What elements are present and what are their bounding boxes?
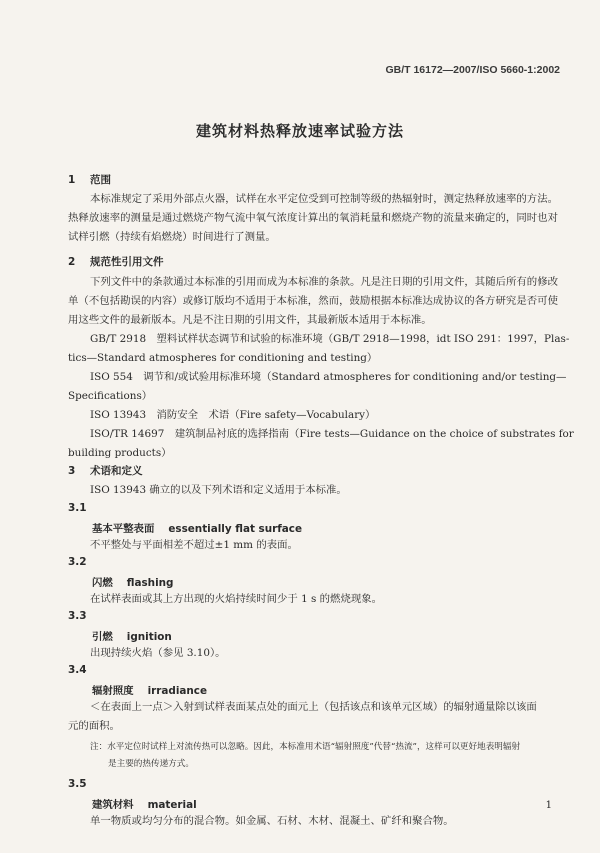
term-cn: 建筑材料 [92,799,134,811]
term-cn: 基本平整表面 [92,523,155,535]
document-title: 建筑材料热释放速率试验方法 [195,122,404,140]
section-2-intro: 下列文件中的条款通过本标准的引用而成为本标准的条款。凡是注日期的引用文件，其随后所有的修改单（不包括勘误的内容）或修订版均不适用于本标准，然而，鼓励根据本标准达成协议的各方研究是否可使用这些文件的最新版本。凡是不注日期的引用文件，其最新版本适用于本标准。 [68,276,558,326]
ref-line: Specifications） [68,390,153,402]
term-cn: 引燃 [92,631,113,643]
term-en: flashing [126,577,174,589]
term-note: 注：水平定位时试样上对流传热可以忽略。因此，本标准用术语“辐射照度”代替“热流”，这样可以更好地表明辐射 [90,742,521,752]
page-number: 1 [545,800,552,811]
ref-line: GB/T 2918 塑料试样状态调节和试验的标准环境（GB/T 2918—1998，idt ISO 291：1997，Plas- [90,333,570,345]
section-title: 范围 [90,174,111,186]
term-cn: 闪燃 [92,577,113,589]
term-definition: 出现持续火焰（参见 3.10）。 [90,647,226,659]
section-number: 1 [68,174,76,186]
term-number: 3.5 [68,778,87,790]
section-2-heading [68,254,164,269]
term-en: material [147,799,197,811]
term-definition: 在试样表面或其上方出现的火焰持续时间少于 1 s 的燃烧现象。 [90,593,383,605]
ref-line: ISO/TR 14697 建筑制品衬底的选择指南（Fire tests—Guidance on the choice of substrates for [90,428,574,440]
term-number: 3.4 [68,664,87,676]
term-en: ignition [126,631,172,643]
section-1-text: 本标准规定了采用外部点火器，试样在水平定位受到可控制等级的热辐射时，测定热释放速率的方法。热释放速率的测量是通过燃烧产物气流中氧气浓度计算出的氧消耗量和燃烧产物的流量来确定的，同时也对试样引燃（持续有焰燃烧）时间进行了测量。 [68,193,558,243]
ref-line: ISO 554 调节和/或试验用标准环境（Standard atmospheres for conditioning and/or testing— [90,371,567,383]
term-definition: 不平整处与平面相差不超过±1 mm 的表面。 [90,539,298,551]
ref-line: building products） [68,447,172,459]
section-title: 规范性引用文件 [90,256,164,268]
term-definition: 元的面积。 [68,720,120,732]
term-heading [92,520,302,535]
term-definition: 单一物质或均匀分布的混合物。如金属、石材、木材、混凝土、矿纤和聚合物。 [90,815,454,827]
section-number: 2 [68,256,76,268]
section-3-intro: ISO 13943 确立的以及下列术语和定义适用于本标准。 [90,484,347,496]
term-en: irradiance [147,685,207,697]
term-cn: 辐射照度 [92,685,134,697]
term-en: essentially flat surface [168,523,303,535]
standard-code: GB/T 16172—2007/ISO 5660-1:2002 [385,64,560,76]
term-number: 3.1 [68,502,87,514]
term-heading [92,574,173,589]
ref-line: ISO 13943 消防安全 术语（Fire safety—Vocabulary） [90,409,376,421]
section-3-heading [68,463,143,478]
section-title: 术语和定义 [90,465,143,477]
term-heading [92,682,207,697]
term-number: 3.3 [68,610,87,622]
ref-line: tics—Standard atmospheres for conditioning and testing） [68,352,378,364]
section-1-heading [68,172,111,187]
term-heading [92,628,172,643]
term-number: 3.2 [68,556,87,568]
term-heading [92,796,197,811]
term-note: 是主要的热传递方式。 [108,759,194,769]
section-number: 3 [68,465,76,477]
term-definition: ＜在表面上一点＞入射到试样表面某点处的面元上（包括该点和该单元区域）的辐射通量除以该面 [90,701,537,713]
